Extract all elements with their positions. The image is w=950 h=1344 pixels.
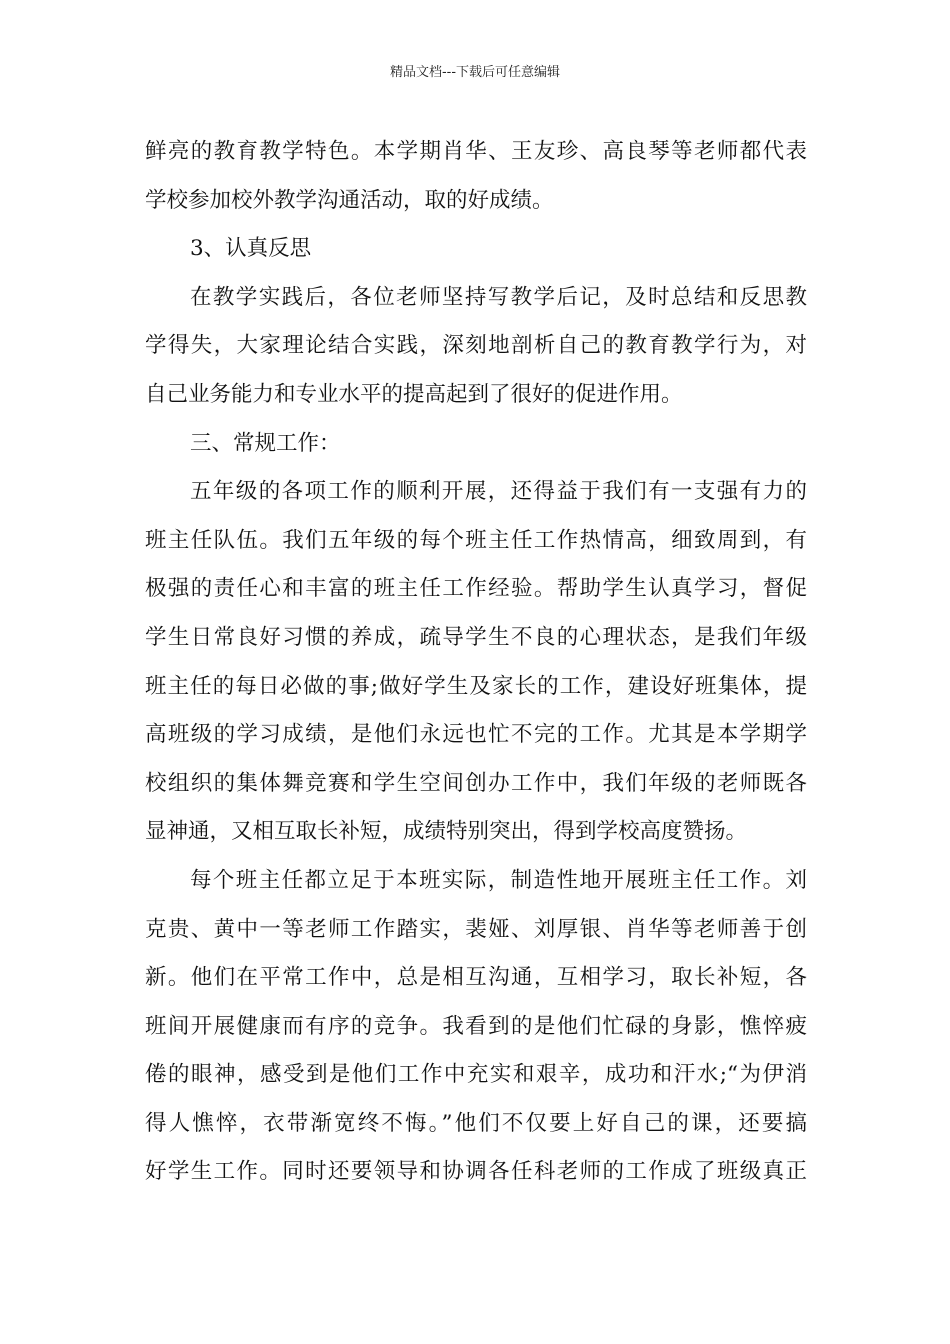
section-heading: 3、认真反思 <box>190 236 312 262</box>
text-line: 自己业务能力和专业水平的提高起到了很好的促进作用。 <box>145 381 683 407</box>
text-line: 好学生工作。同时还要领导和协调各任科老师的工作成了班级真正 <box>145 1159 807 1185</box>
text-line: 班间开展健康而有序的竞争。我看到的是他们忙碌的身影，憔悴疲 <box>145 1013 807 1039</box>
text-line: 得人憔悴，衣带渐宽终不悔。”他们不仅要上好自己的课，还要搞 <box>145 1110 807 1136</box>
text-line: 显神通，又相互取长补短，成绩特别突出，得到学校高度赞扬。 <box>145 819 748 845</box>
text-line: 班主任的每日必做的事;做好学生及家长的工作，建设好班集体，提 <box>145 673 807 699</box>
text-line: 五年级的各项工作的顺利开展，还得益于我们有一支强有力的 <box>190 479 807 505</box>
document-body <box>145 128 807 1197</box>
text-line: 在教学实践后，各位老师坚持写教学后记，及时总结和反思教 <box>190 284 807 310</box>
text-line: 学生日常良好习惯的养成，疏导学生不良的心理状态，是我们年级 <box>145 624 807 650</box>
text-line: 倦的眼神，感受到是他们工作中充实和艰辛，成功和汗水;“为伊消 <box>145 1062 807 1088</box>
page-header: 精品文档---下载后可任意编辑 <box>389 65 561 80</box>
text-line: 新。他们在平常工作中，总是相互沟通，互相学习，取长补短，各 <box>145 965 807 991</box>
text-line: 班主任队伍。我们五年级的每个班主任工作热情高，细致周到，有 <box>145 527 807 553</box>
text-line: 学校参加校外教学沟通活动，取的好成绩。 <box>145 187 554 213</box>
text-line: 克贵、黄中一等老师工作踏实，裴娅、刘厚银、肖华等老师善于创 <box>145 916 807 942</box>
text-line: 高班级的学习成绩，是他们永远也忙不完的工作。尤其是本学期学 <box>145 722 807 748</box>
text-line: 学得失，大家理论结合实践，深刻地剖析自己的教育教学行为，对 <box>145 333 807 359</box>
text-line: 校组织的集体舞竞赛和学生空间创办工作中，我们年级的老师既各 <box>145 770 807 796</box>
text-line: 极强的责任心和丰富的班主任工作经验。帮助学生认真学习，督促 <box>145 576 807 602</box>
text-line: 鲜亮的教育教学特色。本学期肖华、王友珍、高良琴等老师都代表 <box>145 139 807 164</box>
section-heading: 三、常规工作： <box>190 430 341 456</box>
text-line: 每个班主任都立足于本班实际，制造性地开展班主任工作。刘 <box>190 867 807 893</box>
